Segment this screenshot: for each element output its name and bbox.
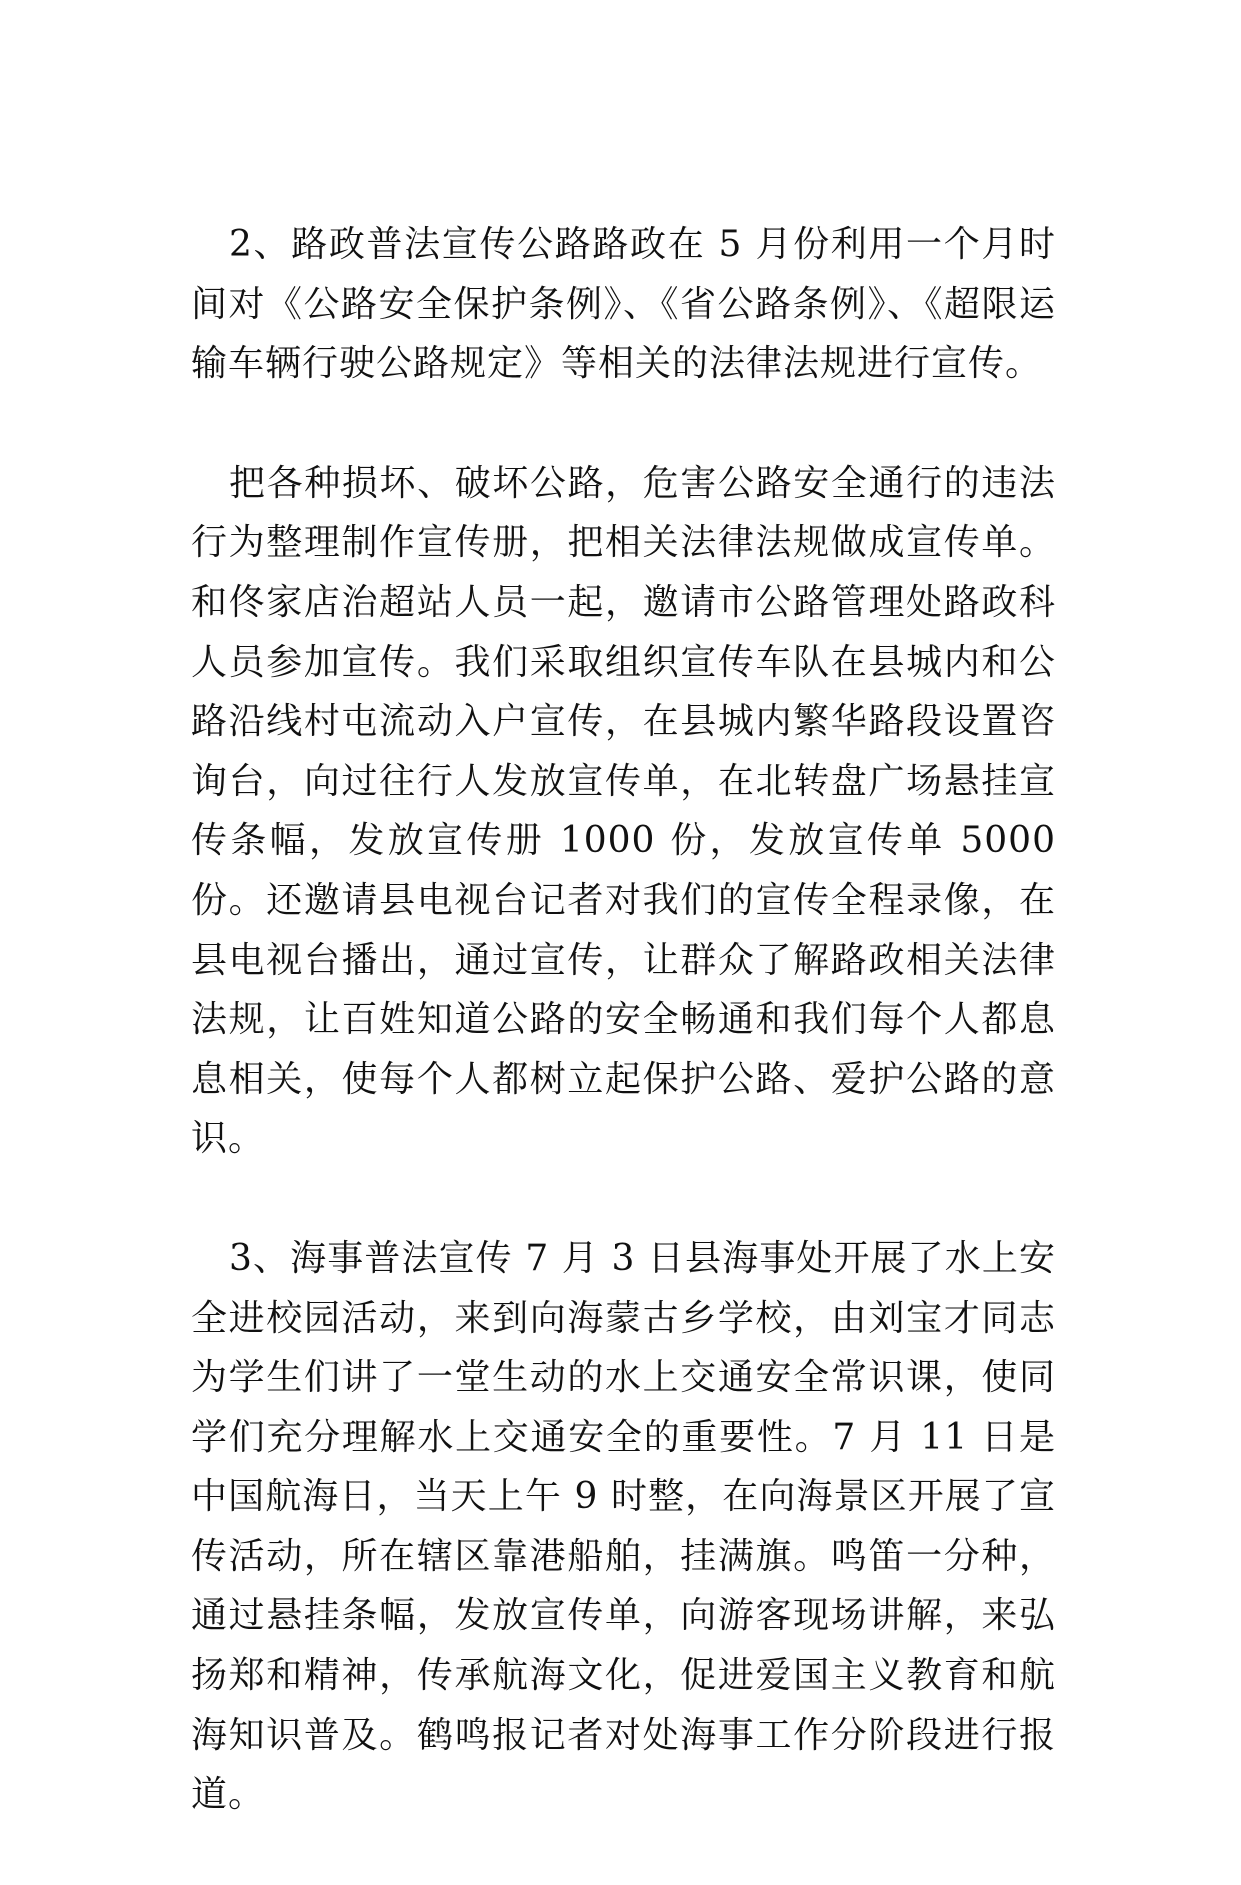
paragraph-publicity-activities: 把各种损坏、破坏公路，危害公路安全通行的违法行为整理制作宣传册，把相关法律法规做成宣传单。和佟家店治超站人员一起，邀请市公路管理处路政科人员参加宣传。我们采取组织宣传车队在县城内和公路沿线村屯流动入户宣传，在县城内繁华路段设置咨询台，向过往行人发放宣传单，在北转盘广场悬挂宣传条幅，发放宣传册 1000 份，发放宣传单 5000 份。还邀请县电视台记者对我们的宣传全程录像，在县电视台播出，通过宣传，让群众了解路政相关法律法规，让百姓知道公路的安全畅通和我们每个人都息息相关，使每个人都树立起保护公路、爱护公路的意识。 <box>191 462 1056 1160</box>
document-body <box>191 215 1056 1885</box>
paragraph-maritime-publicity: 3、海事普法宣传 7 月 3 日县海事处开展了水上安全进校园活动，来到向海蒙古乡学校，由刘宝才同志为学生们讲了一堂生动的水上交通安全常识课，使同学们充分理解水上交通安全的重要性。7 月 11 日是中国航海日，当天上午 9 时整，在向海景区开展了宣传活动，所在辖区靠港船舶，挂满旗。鸣笛一分种，通过悬挂条幅，发放宣传单，向游客现场讲解，来弘扬郑和精神，传承航海文化，促进爱国主义教育和航海知识普及。鹤鸣报记者对处海事工作分阶段进行报道。 <box>191 1237 1056 1816</box>
paragraph-road-administration: 2、路政普法宣传公路路政在 5 月份利用一个月时间对《公路安全保护条例》、《省公路条例》、《超限运输车辆行驶公路规定》等相关的法律法规进行宣传。 <box>191 224 1056 385</box>
